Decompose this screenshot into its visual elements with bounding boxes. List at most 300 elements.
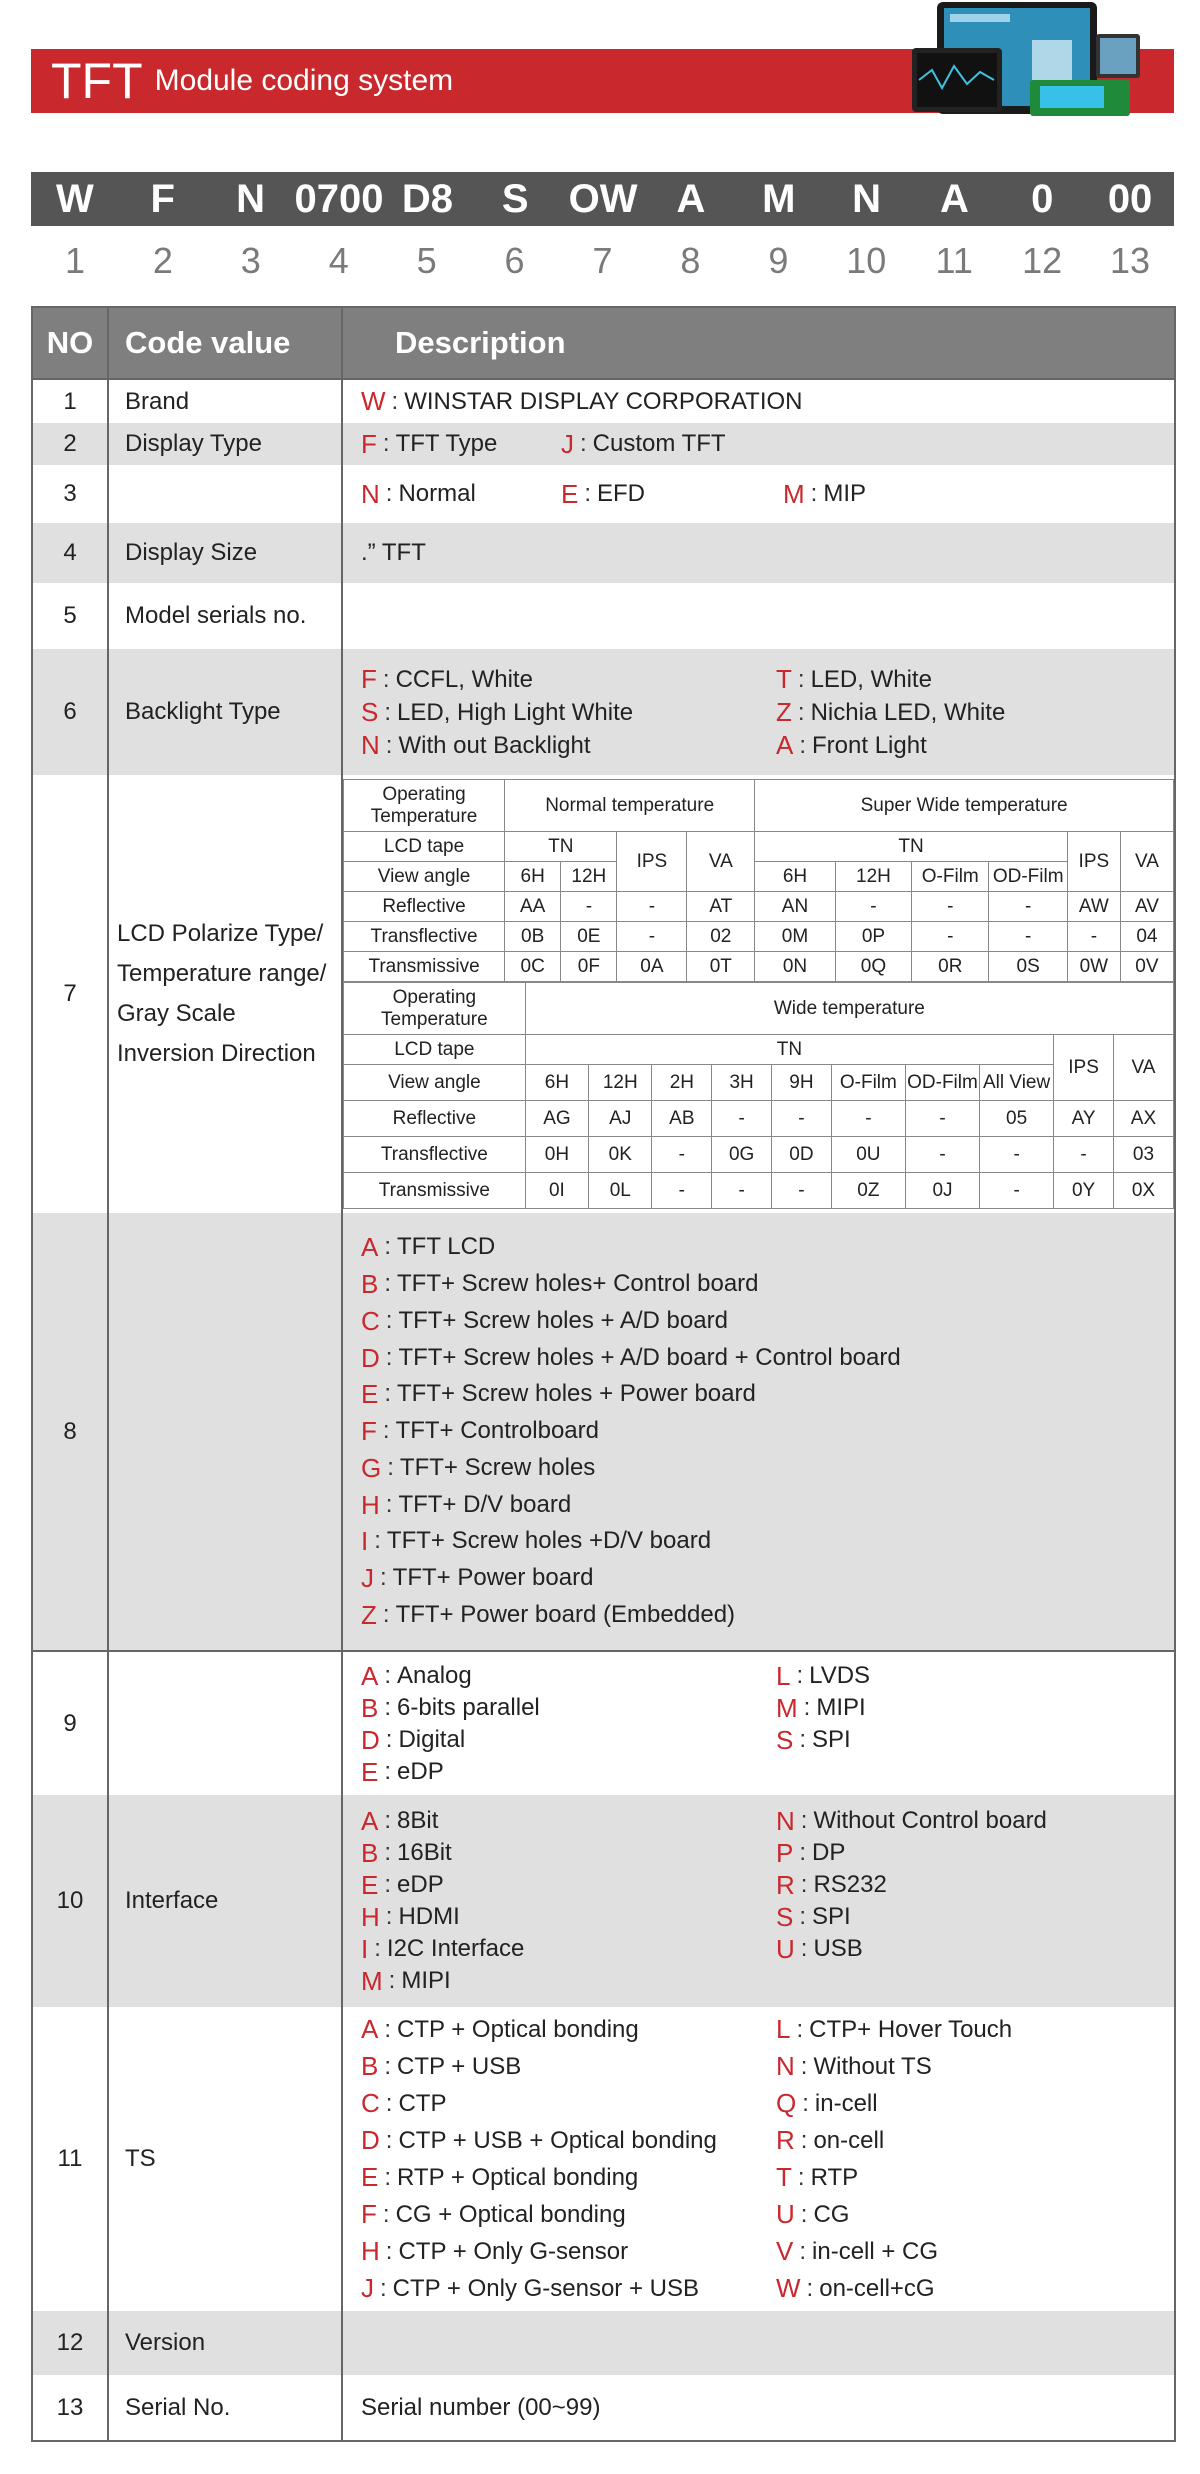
lcd-cell: 0E <box>561 922 617 952</box>
code-position: 11 <box>935 240 973 281</box>
lcd-cell: 0S <box>989 952 1067 982</box>
lcd-cell: 12H <box>835 862 911 892</box>
option-key: U <box>776 2199 795 2229</box>
option-key: G <box>361 1452 382 1483</box>
code-option: F : TFT+ Controlboard <box>361 1413 1174 1450</box>
code-position: 7 <box>592 240 613 281</box>
option-value: LVDS <box>809 1661 871 1689</box>
code-position: 2 <box>152 240 173 281</box>
lcd-cell: 0I <box>525 1173 588 1209</box>
row-no: 1 <box>32 379 108 423</box>
row-no: 3 <box>32 465 108 523</box>
row-no: 9 <box>32 1651 108 1795</box>
option-value: TFT+ Screw holes +D/V board <box>386 1527 712 1555</box>
code-char: 0700 <box>294 176 384 221</box>
code-option: M : MIPI <box>361 1966 451 1996</box>
option-value: TFT+ Power board <box>392 1564 594 1592</box>
lcd-cell: 0F <box>561 952 617 982</box>
lcd-cell: TN <box>755 832 1068 862</box>
lcd-cell: AA <box>505 892 561 922</box>
option-key: L <box>776 2014 791 2044</box>
option-value: CG + Optical bonding <box>395 2201 626 2228</box>
table-row <box>32 423 1175 465</box>
lcd-cell: OD-Film <box>905 1065 979 1101</box>
option-key: A <box>361 1806 379 1836</box>
lcd-cell: 02 <box>687 922 755 952</box>
option-value: CTP + Only G-sensor + USB <box>392 2275 699 2302</box>
lcd-cell: - <box>980 1173 1054 1209</box>
lcd-cell: AW <box>1067 892 1120 922</box>
code-option: L : CTP+ Hover Touch <box>776 2011 1174 2048</box>
lcd-cell: All View <box>980 1065 1054 1101</box>
code-position: 1 <box>64 240 85 281</box>
option-key: A <box>361 1232 379 1263</box>
lcd-cell: O-Film <box>831 1065 905 1101</box>
code-char: D8 <box>401 176 453 221</box>
lcd-cell: 0H <box>525 1137 588 1173</box>
option-key: S <box>776 1902 794 1932</box>
lcd-cell: Transmissive <box>344 1173 526 1209</box>
row-code: Display Type <box>108 423 342 465</box>
option-key: B <box>361 1692 379 1723</box>
option-value: TFT+ Screw holes <box>399 1453 596 1481</box>
option-value: Without TS <box>813 2053 932 2080</box>
lcd-cell: IPS <box>1067 832 1120 892</box>
lcd-cell: 0U <box>831 1137 905 1173</box>
row-no: 4 <box>32 523 108 583</box>
lcd-cell: TN <box>525 1035 1053 1065</box>
lcd-cell: 04 <box>1120 922 1173 952</box>
option-value: CG <box>813 2201 850 2228</box>
option-key: H <box>361 1902 380 1932</box>
option-value: 16Bit <box>397 1839 452 1866</box>
lcd-cell: VA <box>687 832 755 892</box>
lcd-cell: 0G <box>712 1137 772 1173</box>
lcd-cell: - <box>912 892 989 922</box>
lcd-cell: Transflective <box>344 1137 526 1173</box>
code-position: 5 <box>416 240 437 281</box>
lcd-cell: IPS <box>617 832 687 892</box>
row-no: 8 <box>32 1213 108 1651</box>
code-option: P : DP <box>776 1838 846 1868</box>
lcd-cell: 0R <box>912 952 989 982</box>
option-key: J <box>361 1563 374 1594</box>
option-value: TFT+ D/V board <box>398 1490 572 1518</box>
lcd-cell: VA <box>1120 832 1173 892</box>
code-option: S : SPI <box>776 1902 851 1932</box>
option-key: R <box>776 1870 795 1900</box>
row-desc <box>342 2311 1175 2375</box>
code-option: C : TFT+ Screw holes + A/D board <box>361 1303 1174 1340</box>
lcd-cell: 0J <box>905 1173 979 1209</box>
option-value: eDP <box>397 1757 444 1785</box>
option-key: B <box>361 1838 379 1868</box>
code-option: G : TFT+ Screw holes <box>361 1450 1174 1487</box>
header-no: NO <box>32 307 108 379</box>
lcd-cell: 0Q <box>835 952 911 982</box>
row-desc: F : TFT Type J : Custom TFT <box>342 423 1175 465</box>
code-option: B : CTP + USB <box>361 2048 776 2085</box>
option-key: N <box>776 1806 795 1836</box>
code-option: I : TFT+ Screw holes +D/V board <box>361 1523 1174 1560</box>
option-key: C <box>361 1305 380 1336</box>
lcd-cell: LCD tape <box>344 832 505 862</box>
lcd-cell: - <box>617 922 687 952</box>
code-char: OW <box>568 176 638 221</box>
option-value: SPI <box>812 1903 851 1930</box>
code-option: I : I2C Interface <box>361 1934 525 1964</box>
lcd-cell: Operating Temperature <box>344 983 526 1035</box>
code-option: A : Analog <box>361 1660 472 1691</box>
lcd-cell: Super Wide temperature <box>755 780 1174 832</box>
option-key: M <box>776 1692 798 1723</box>
row-code: Version <box>108 2311 342 2375</box>
table-row <box>32 775 1175 1213</box>
code-option: C : CTP <box>361 2085 776 2122</box>
lcd-cell: 0Y <box>1054 1173 1114 1209</box>
row-desc: F : CCFL, White T : LED, White S : LED, High Light White Z : Nichia LED, White N : With out Backlight A : Front Light <box>342 649 1175 775</box>
option-key: H <box>361 2236 380 2266</box>
lcd-cell: 2H <box>652 1065 712 1101</box>
code-position: 6 <box>504 240 525 281</box>
row-desc <box>342 775 1175 1213</box>
row-desc: N : Normal E : EFD M : MIP <box>342 465 1175 523</box>
option-key: D <box>361 1342 380 1373</box>
option-key: E <box>361 1870 379 1900</box>
lcd-cell: 9H <box>772 1065 832 1101</box>
lcd-cell: OD-Film <box>989 862 1067 892</box>
option-key: D <box>361 2125 380 2155</box>
row-code: TS <box>108 2007 342 2311</box>
code-option: R : on-cell <box>776 2122 1174 2159</box>
code-char: F <box>150 176 175 221</box>
lcd-cell: Wide temperature <box>525 983 1173 1035</box>
lcd-temp-table-normal <box>343 779 1174 982</box>
option-key: B <box>361 1268 379 1299</box>
option-key: U <box>776 1934 795 1964</box>
option-key: M <box>361 1966 383 1996</box>
code-option: A : TFT LCD <box>361 1229 1174 1266</box>
code-char: S <box>501 176 529 221</box>
option-value: TFT+ Screw holes + A/D board + Control board <box>398 1343 901 1371</box>
lcd-cell: 3H <box>712 1065 772 1101</box>
row-no: 11 <box>32 2007 108 2311</box>
table-row <box>32 1651 1175 1795</box>
lcd-cell: - <box>831 1101 905 1137</box>
code-option: F : CG + Optical bonding <box>361 2196 776 2233</box>
option-key: R <box>776 2125 795 2155</box>
lcd-cell: Reflective <box>344 1101 526 1137</box>
row-desc <box>342 2007 1175 2311</box>
option-value: TFT+ Controlboard <box>395 1417 599 1445</box>
option-key: A <box>361 2014 379 2044</box>
option-value: CTP+ Hover Touch <box>809 2016 1013 2043</box>
row-code <box>108 465 342 523</box>
code-option: L : LVDS <box>776 1660 871 1691</box>
code-option: U : CG <box>776 2196 1174 2233</box>
lcd-cell: - <box>989 922 1067 952</box>
lcd-cell: - <box>712 1101 772 1137</box>
row-code: Display Size <box>108 523 342 583</box>
option-value: TFT LCD <box>397 1233 496 1261</box>
lcd-cell: Reflective <box>344 892 505 922</box>
option-value: Without Control board <box>813 1807 1047 1834</box>
code-option: H : TFT+ D/V board <box>361 1487 1174 1524</box>
table-row <box>32 1213 1175 1651</box>
option-key: E <box>361 1756 379 1787</box>
code-char: 0 <box>1031 176 1054 221</box>
option-key: A <box>361 1660 379 1691</box>
header-code: Code value <box>108 307 342 379</box>
option-value: 8Bit <box>397 1807 439 1834</box>
lcd-cell: 0C <box>505 952 561 982</box>
row-code: Backlight Type <box>108 649 342 775</box>
option-key: T <box>776 2162 792 2192</box>
table-row <box>32 1795 1175 2007</box>
lcd-cell: AX <box>1113 1101 1173 1137</box>
banner-tft: TFT <box>51 53 143 109</box>
lcd-cell: 0X <box>1113 1173 1173 1209</box>
row-no: 7 <box>32 775 108 1213</box>
lcd-cell: AY <box>1054 1101 1114 1137</box>
lcd-cell: VA <box>1113 1035 1173 1101</box>
lcd-cell: 6H <box>505 862 561 892</box>
option-value: HDMI <box>398 1903 460 1930</box>
lcd-cell: AG <box>525 1101 588 1137</box>
lcd-cell: AJ <box>589 1101 652 1137</box>
option-key: S <box>776 1724 794 1755</box>
option-key: D <box>361 1724 380 1755</box>
header-description: Description <box>342 307 1175 379</box>
lcd-cell: - <box>989 892 1067 922</box>
code-position: 4 <box>328 240 349 281</box>
code-position-numbers <box>31 236 1174 286</box>
option-value: CTP + USB + Optical bonding <box>398 2127 717 2154</box>
option-key: H <box>361 1489 380 1520</box>
option-key: I <box>361 1526 369 1557</box>
code-option: J : TFT+ Power board <box>361 1560 1174 1597</box>
lcd-cell: Normal temperature <box>505 780 755 832</box>
code-option: H : HDMI <box>361 1902 460 1932</box>
row-no: 2 <box>32 423 108 465</box>
product-devices-image <box>912 0 1142 130</box>
row-desc: Serial number (00~99) <box>342 2375 1175 2441</box>
option-key: F <box>361 2199 377 2229</box>
option-value: SPI <box>812 1725 851 1753</box>
lcd-cell: - <box>652 1137 712 1173</box>
row-no: 5 <box>32 583 108 649</box>
option-value: Digital <box>398 1725 466 1753</box>
lcd-cell: Transmissive <box>344 952 505 982</box>
row-code <box>108 1651 342 1795</box>
code-char: A <box>939 176 969 221</box>
table-row <box>32 465 1175 523</box>
lcd-cell: 05 <box>980 1101 1054 1137</box>
option-value: CTP + Only G-sensor <box>398 2238 629 2265</box>
option-key: P <box>776 1838 794 1868</box>
code-option: E : eDP <box>361 1870 444 1900</box>
code-option: B : 16Bit <box>361 1838 452 1868</box>
lcd-cell: - <box>617 892 687 922</box>
code-option: J : CTP + Only G-sensor + USB <box>361 2270 776 2307</box>
option-key: Q <box>776 2088 797 2118</box>
lcd-cell: - <box>905 1101 979 1137</box>
row-code: Model serials no. <box>108 583 342 649</box>
option-key: I <box>361 1934 369 1964</box>
lcd-cell: Transflective <box>344 922 505 952</box>
code-option: N : Without Control board <box>776 1806 1047 1836</box>
lcd-cell: 0P <box>835 922 911 952</box>
code-option: H : CTP + Only G-sensor <box>361 2233 776 2270</box>
lcd-cell: 12H <box>589 1065 652 1101</box>
option-key: C <box>361 2088 380 2118</box>
option-value: TFT+ Screw holes + Power board <box>397 1380 756 1408</box>
lcd-cell: - <box>772 1101 832 1137</box>
lcd-cell: - <box>561 892 617 922</box>
option-key: F <box>361 1416 377 1447</box>
lcd-temp-table-wide <box>343 982 1174 1209</box>
row-code: Brand <box>108 379 342 423</box>
option-value: RS232 <box>813 1871 887 1898</box>
option-value: MIPI <box>401 1967 451 1994</box>
lcd-cell: - <box>835 892 911 922</box>
lcd-cell: - <box>652 1173 712 1209</box>
code-char: N <box>236 176 266 221</box>
lcd-cell: 0B <box>505 922 561 952</box>
option-value: in-cell + CG <box>812 2238 939 2265</box>
code-option: E : TFT+ Screw holes + Power board <box>361 1376 1174 1413</box>
lcd-cell: 0A <box>617 952 687 982</box>
option-value: USB <box>813 1935 863 1962</box>
option-value: MIPI <box>816 1693 866 1721</box>
lcd-cell: 6H <box>525 1065 588 1101</box>
row-code <box>108 1213 342 1651</box>
lcd-cell: 0T <box>687 952 755 982</box>
code-option: R : RS232 <box>776 1870 887 1900</box>
code-option: S : SPI <box>776 1724 851 1755</box>
table-row <box>32 2311 1175 2375</box>
code-char: W <box>56 176 94 221</box>
coding-table <box>31 306 1176 2442</box>
option-value: TFT+ Power board (Embedded) <box>395 1601 736 1629</box>
code-char: M <box>762 176 796 221</box>
option-value: Analog <box>397 1661 472 1689</box>
lcd-cell: - <box>912 922 989 952</box>
row-desc <box>342 583 1175 649</box>
code-option: T : RTP <box>776 2159 1174 2196</box>
lcd-cell: IPS <box>1054 1035 1114 1101</box>
lcd-cell: View angle <box>344 862 505 892</box>
code-position: 9 <box>768 240 789 281</box>
option-value: TFT+ Screw holes+ Control board <box>397 1269 759 1297</box>
code-position: 10 <box>846 240 887 281</box>
table-row <box>32 379 1175 423</box>
code-position: 13 <box>1110 240 1151 281</box>
code-char: A <box>676 176 706 221</box>
option-key: N <box>776 2051 795 2081</box>
code-option: D : Digital <box>361 1724 466 1755</box>
code-option: B : 6-bits parallel <box>361 1692 540 1723</box>
code-option: A : 8Bit <box>361 1806 439 1836</box>
code-option: D : TFT+ Screw holes + A/D board + Control board <box>361 1340 1174 1377</box>
option-key: W <box>776 2273 801 2303</box>
code-option: A : CTP + Optical bonding <box>361 2011 776 2048</box>
lcd-cell: 6H <box>755 862 836 892</box>
code-option: V : in-cell + CG <box>776 2233 1174 2270</box>
option-key: B <box>361 2051 379 2081</box>
table-header <box>32 307 1175 379</box>
lcd-cell: 0M <box>755 922 836 952</box>
table-row <box>32 583 1175 649</box>
lcd-cell: AV <box>1120 892 1173 922</box>
option-value: TFT+ Screw holes + A/D board <box>398 1306 728 1334</box>
code-option: M : MIPI <box>776 1692 866 1723</box>
option-key: E <box>361 2162 379 2192</box>
lcd-cell: - <box>980 1137 1054 1173</box>
table-row <box>32 2375 1175 2441</box>
lcd-cell: - <box>905 1137 979 1173</box>
code-position: 3 <box>240 240 261 281</box>
lcd-cell: 0L <box>589 1173 652 1209</box>
banner-subtitle: Module coding system <box>154 64 454 97</box>
option-value: CTP + Optical bonding <box>397 2016 639 2043</box>
option-value: in-cell <box>814 2090 878 2117</box>
lcd-cell: 0Z <box>831 1173 905 1209</box>
lcd-cell: - <box>1067 922 1120 952</box>
code-option: E : eDP <box>361 1756 444 1787</box>
option-key: J <box>361 2273 374 2303</box>
lcd-cell: 12H <box>561 862 617 892</box>
option-value: eDP <box>397 1871 444 1898</box>
row-desc <box>342 1651 1175 1795</box>
lcd-cell: 0D <box>772 1137 832 1173</box>
option-value: 6-bits parallel <box>397 1693 540 1721</box>
code-option: B : TFT+ Screw holes+ Control board <box>361 1266 1174 1303</box>
code-example-bar <box>31 172 1174 226</box>
lcd-cell: - <box>1054 1137 1114 1173</box>
option-key: V <box>776 2236 794 2266</box>
code-option: W : on-cell+cG <box>776 2270 1174 2307</box>
option-key: E <box>361 1379 379 1410</box>
code-option: U : USB <box>776 1934 863 1964</box>
row-desc: .” TFT <box>342 523 1175 583</box>
option-value: RTP <box>810 2164 859 2191</box>
table-row <box>32 2007 1175 2311</box>
code-option: N : Without TS <box>776 2048 1174 2085</box>
option-value: on-cell <box>813 2127 885 2154</box>
row-desc: W : WINSTAR DISPLAY CORPORATION <box>342 379 1175 423</box>
lcd-cell: - <box>712 1173 772 1209</box>
option-value: RTP + Optical bonding <box>397 2164 639 2191</box>
option-value: I2C Interface <box>386 1935 525 1962</box>
table-row <box>32 649 1175 775</box>
code-char: 00 <box>1107 176 1153 221</box>
row-no: 13 <box>32 2375 108 2441</box>
lcd-cell: 0V <box>1120 952 1173 982</box>
option-value: CTP + USB <box>397 2053 522 2080</box>
lcd-cell: View angle <box>344 1065 526 1101</box>
lcd-cell: TN <box>505 832 617 862</box>
row-no: 12 <box>32 2311 108 2375</box>
code-char: N <box>852 176 882 221</box>
row-code: LCD Polarize Type/ Temperature range/ Gray Scale Inversion Direction <box>108 775 342 1213</box>
row-desc <box>342 1213 1175 1651</box>
row-code: Serial No. <box>108 2375 342 2441</box>
code-option: Z : TFT+ Power board (Embedded) <box>361 1597 1174 1634</box>
code-position: 12 <box>1022 240 1063 281</box>
row-desc <box>342 1795 1175 2007</box>
lcd-cell: 0K <box>589 1137 652 1173</box>
